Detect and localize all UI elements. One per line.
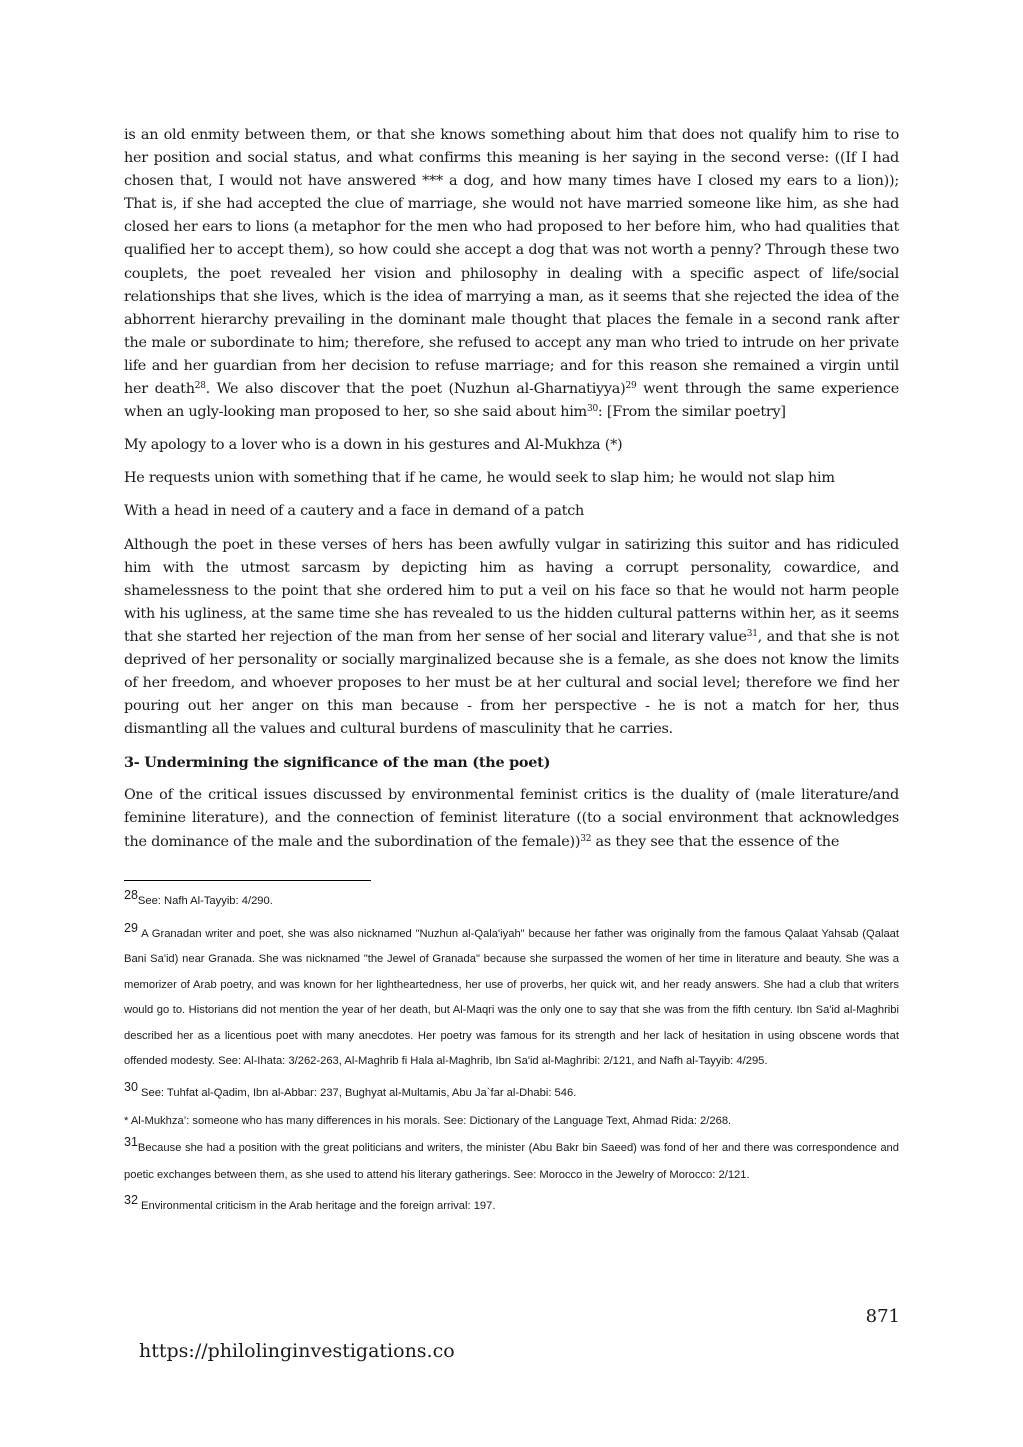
paragraph xyxy=(124,784,899,853)
footnote-number: 31 xyxy=(124,1135,138,1150)
section-heading: 3- Undermining the significance of the man (the poet) xyxy=(124,754,551,772)
footnote xyxy=(124,1080,899,1102)
verse-line: My apology to a lover who is a down in his gestures and Al-Mukhza (*) xyxy=(124,437,623,454)
verse-line: He requests union with something that if he came, he would seek to slap him; he would not slap him xyxy=(124,470,835,487)
paragraph-text: , and that she is not deprived of her personality or socially marginalized because she is a female, as she does not know the limits of her freedom, and whoever proposes to her must be at her cultural and social level; therefore we find her pouring out her anger on this man because - from her perspective - he is not a match for her, thus dismantling all the values and cultural burdens of masculinity that he carries. xyxy=(124,628,899,738)
paragraph-text: . We also discover that the poet (Nuzhun al-Gharnatiyya) xyxy=(205,381,626,398)
footnotes xyxy=(124,888,899,1215)
footnote xyxy=(124,922,899,1074)
footnote-number: 29 xyxy=(124,921,138,935)
footnote-ref[interactable]: 28 xyxy=(194,381,206,392)
footnote-divider xyxy=(124,880,371,881)
footnote-number: 28 xyxy=(124,888,138,902)
footnote-text: * Al-Mukhza’: someone who has many differences in his morals. See: Dictionary of the Language Text, Ahmad Rida: 2/268. xyxy=(124,1115,732,1128)
footnote xyxy=(124,1112,899,1130)
footnote-number: 32 xyxy=(124,1193,138,1208)
footnote-ref[interactable]: 29 xyxy=(625,381,637,392)
footnote-ref[interactable]: 30 xyxy=(586,404,598,415)
footnote-text: Because she had a position with the great politicians and writers, the minister (Abu Bakr bin Saeed) was fond of her and there was correspondence and poetic exchanges between them, as she used to attend his literary gatherings. See: Morocco in the Jewelry of Morocco: 2/121. xyxy=(124,1142,899,1182)
footnote xyxy=(124,1193,899,1215)
paragraph-text: One of the critical issues discussed by environmental feminist critics is the duality of (male literature/and feminine literature), and the connection of feminist literature ((to a social environment that acknowledges the dominance of the male and the subordination of the female)) xyxy=(124,787,899,850)
footnote-text: See: Tuhfat al-Qadim, Ibn al-Abbar: 237, Bughyat al-Multamis, Abu Ja`far al-Dhabi: 546. xyxy=(137,1087,577,1100)
paragraph-text: Although the poet in these verses of hers has been awfully vulgar in satirizing this suitor and has ridiculed him with the utmost sarcasm by depicting him as having a corrupt personality, cowardice, and shamelessness to the point that she ordered him to put a veil on his face so that he would not harm people with his ugliness, at the same time she has revealed to us the hidden cultural patterns within her, as it seems that she started her rejection of the man from her sense of her social and literary value xyxy=(124,536,899,645)
footnote-text: See: Nafh Al-Tayyib: 4/290. xyxy=(137,895,273,907)
paragraph xyxy=(124,124,899,424)
footnote-ref[interactable]: 32 xyxy=(580,833,592,844)
footnote xyxy=(124,1135,899,1189)
footnote-text: A Granadan writer and poet, she was also nicknamed "Nuzhun al-Qala'iyah" because her father was originally from the famous Qalaat Yahsab (Qalaat Bani Sa'id) near Granada. She was nicknamed "the Jewel of Granada" because she surpassed the women of her time in literature and beauty. She was a memorizer of Arab poetry, and was known for her lightheartedness, her use of proverbs, her quick wit, and her ready answers. She had a club that writers would go to. Historians did not mention the year of her death, but Al-Maqri was the only one to say that she was from the fifth century. Ibn Sa'id al-Maghribi described her as a licentious poet with many anecdotes. Her poetry was famous for its strength and her lack of hesitation in using obscene words that offended modesty. See: Al-Ihata: 3/262-263, Al-Maghrib fi Hala al-Maghrib, Ibn Sa'id al-Maghribi: 2/121, and Nafh al-Tayyib: 4/295. xyxy=(124,928,899,1068)
footnote-number: 30 xyxy=(124,1080,138,1095)
page-number: 871 xyxy=(865,1306,900,1327)
paragraph-text: : [From the similar poetry] xyxy=(597,404,786,421)
paragraph xyxy=(124,534,899,742)
verse-line: With a head in need of a cautery and a face in demand of a patch xyxy=(124,503,585,520)
site-url-link[interactable]: https://philolinginvestigations.co xyxy=(139,1340,455,1362)
paragraph-text: is an old enmity between them, or that she knows something about him that does not qualify him to rise to her position and social status, and what confirms this meaning is her saying in the second verse: ((If I had chosen that, I would not have answered *** a dog, and how many times have I closed my ears to a lion)); That is, if she had accepted the clue of marriage, she would not have married someone like him, as she had closed her ears to lions (a metaphor for the men who had proposed to her before him, who had qualities that qualified her to accept them), so how could she accept a dog that was not worth a penny? Through these two couplets, the poet revealed her vision and philosophy in dealing with a specific aspect of life/social relationships that she lives, which is the idea of marrying a man, as it seems that she rejected the idea of the abhorrent hierarchy prevailing in the dominant male thought that places the female in a second rank after the male or subordinate to him; therefore, she refused to accept any man who tried to intrude on her private life and her guardian from her decision to refuse marriage; and for this reason she remained a virgin until her death xyxy=(124,127,899,398)
footnote-ref[interactable]: 31 xyxy=(746,628,758,639)
footnote-text: Environmental criticism in the Arab heritage and the foreign arrival: 197. xyxy=(137,1200,496,1213)
paragraph-text: went through the same experience when an ugly-looking man proposed to her, so she said about him xyxy=(124,381,899,421)
footnote xyxy=(124,888,899,910)
main-text xyxy=(124,124,899,854)
paragraph-text: as they see that the essence of the xyxy=(591,833,840,850)
